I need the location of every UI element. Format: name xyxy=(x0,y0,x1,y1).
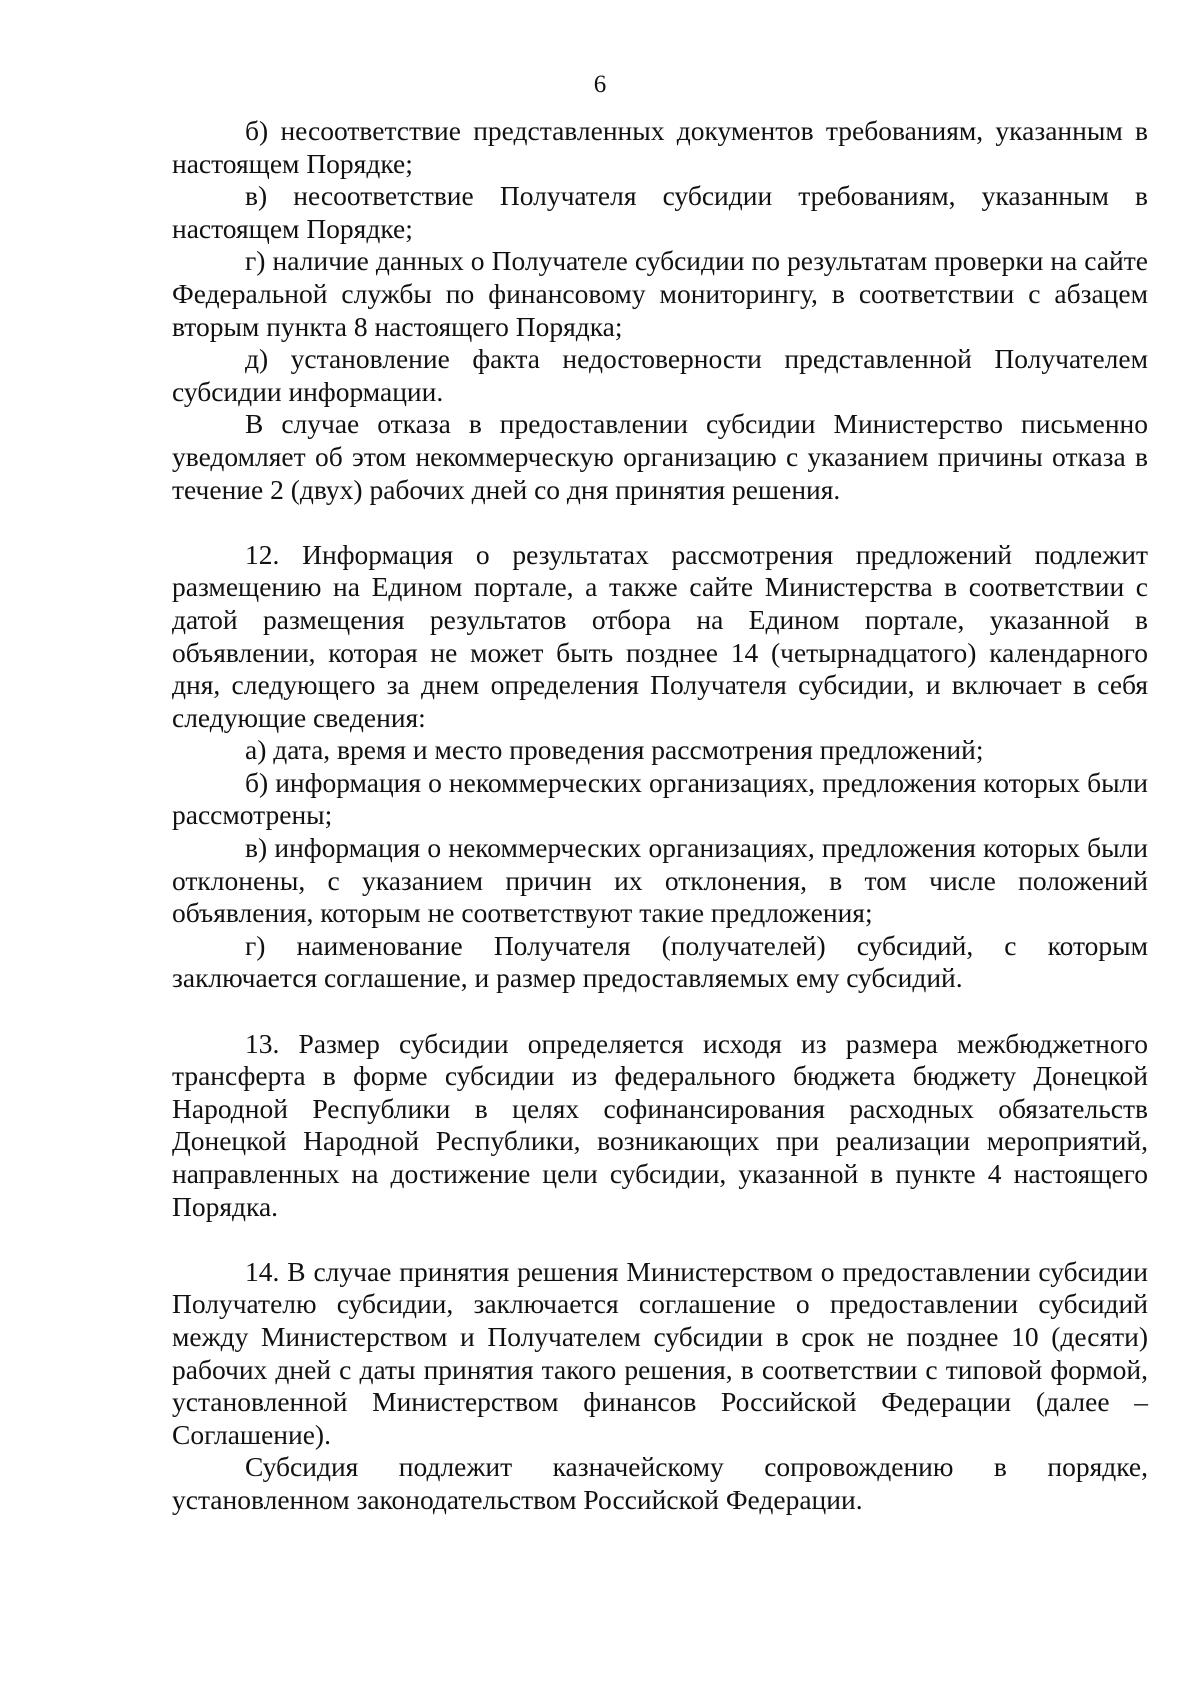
clause-12: 12. Информация о результатах рассмотрения предложений подлежит размещению на Едином портале, а также сайте Министерства в соответствии с датой размещения результатов отбора на Едином портале, указанной в объявлении, которая не может быть позднее 14 (четырнадцатого) календарного дня, следующего за днем определения Получателя субсидии, и включает в себя следующие сведения: xyxy=(172,538,1148,733)
item-v-recipient-mismatch: в) несоответствие Получателя субсидии требованиям, указанным в настоящем Порядке; xyxy=(172,180,1148,244)
document-body xyxy=(172,115,1148,1517)
page-number: 6 xyxy=(593,71,607,98)
clause-12-item-v: в) информация о некоммерческих организациях, предложения которых были отклонены, с указанием причин их отклонения, в том числе положений объявления, которым не соответствуют такие предложения; xyxy=(172,832,1148,929)
item-d-false-information: д) установление факта недостоверности представленной Получателем субсидии информации. xyxy=(172,343,1148,407)
clause-13: 13. Размер субсидии определяется исходя из размера межбюджетного трансферта в форме субсидии из федерального бюджета бюджету Донецкой Народной Республики в целях софинансирования расходных обязательств Донецкой Народной Республики, возникающих при реализации мероприятий, направленных на достижение цели субсидии, указанной в пункте 4 настоящего Порядка. xyxy=(172,1027,1148,1222)
item-b-documents-mismatch: б) несоответствие представленных документов требованиям, указанным в настоящем Порядке; xyxy=(172,115,1148,179)
clause-12-item-b: б) информация о некоммерческих организациях, предложения которых были рассмотрены; xyxy=(172,766,1148,831)
treasury-support-paragraph: Субсидия подлежит казначейскому сопровождению в порядке, установленном законодательством Российской Федерации. xyxy=(172,1451,1148,1515)
clause-12-item-a: а) дата, время и место проведения рассмотрения предложений; xyxy=(245,734,984,766)
clause-12-item-g: г) наименование Получателя (получателей) субсидий, с которым заключается соглашение, и размер предоставляемых ему субсидий. xyxy=(172,929,1148,994)
refusal-notice-paragraph: В случае отказа в предоставлении субсидии Министерство письменно уведомляет об этом некоммерческую организацию с указанием причины отказа в течение 2 (двух) рабочих дней со дня принятия решения. xyxy=(172,408,1148,505)
item-g-financial-monitoring: г) наличие данных о Получателе субсидии по результатам проверки на сайте Федеральной службы по финансовому мониторингу, в соответствии с абзацем вторым пункта 8 настоящего Порядка; xyxy=(172,245,1148,342)
clause-14: 14. В случае принятия решения Министерством о предоставлении субсидии Получателю субсидии, заключается соглашение о предоставлении субсидий между Министерством и Получателем субсидии в срок не позднее 10 (десяти) рабочих дней с даты принятия такого решения, в соответствии с типовой формой, установленной Министерством финансов Российской Федерации (далее – Соглашение). xyxy=(172,1255,1148,1450)
